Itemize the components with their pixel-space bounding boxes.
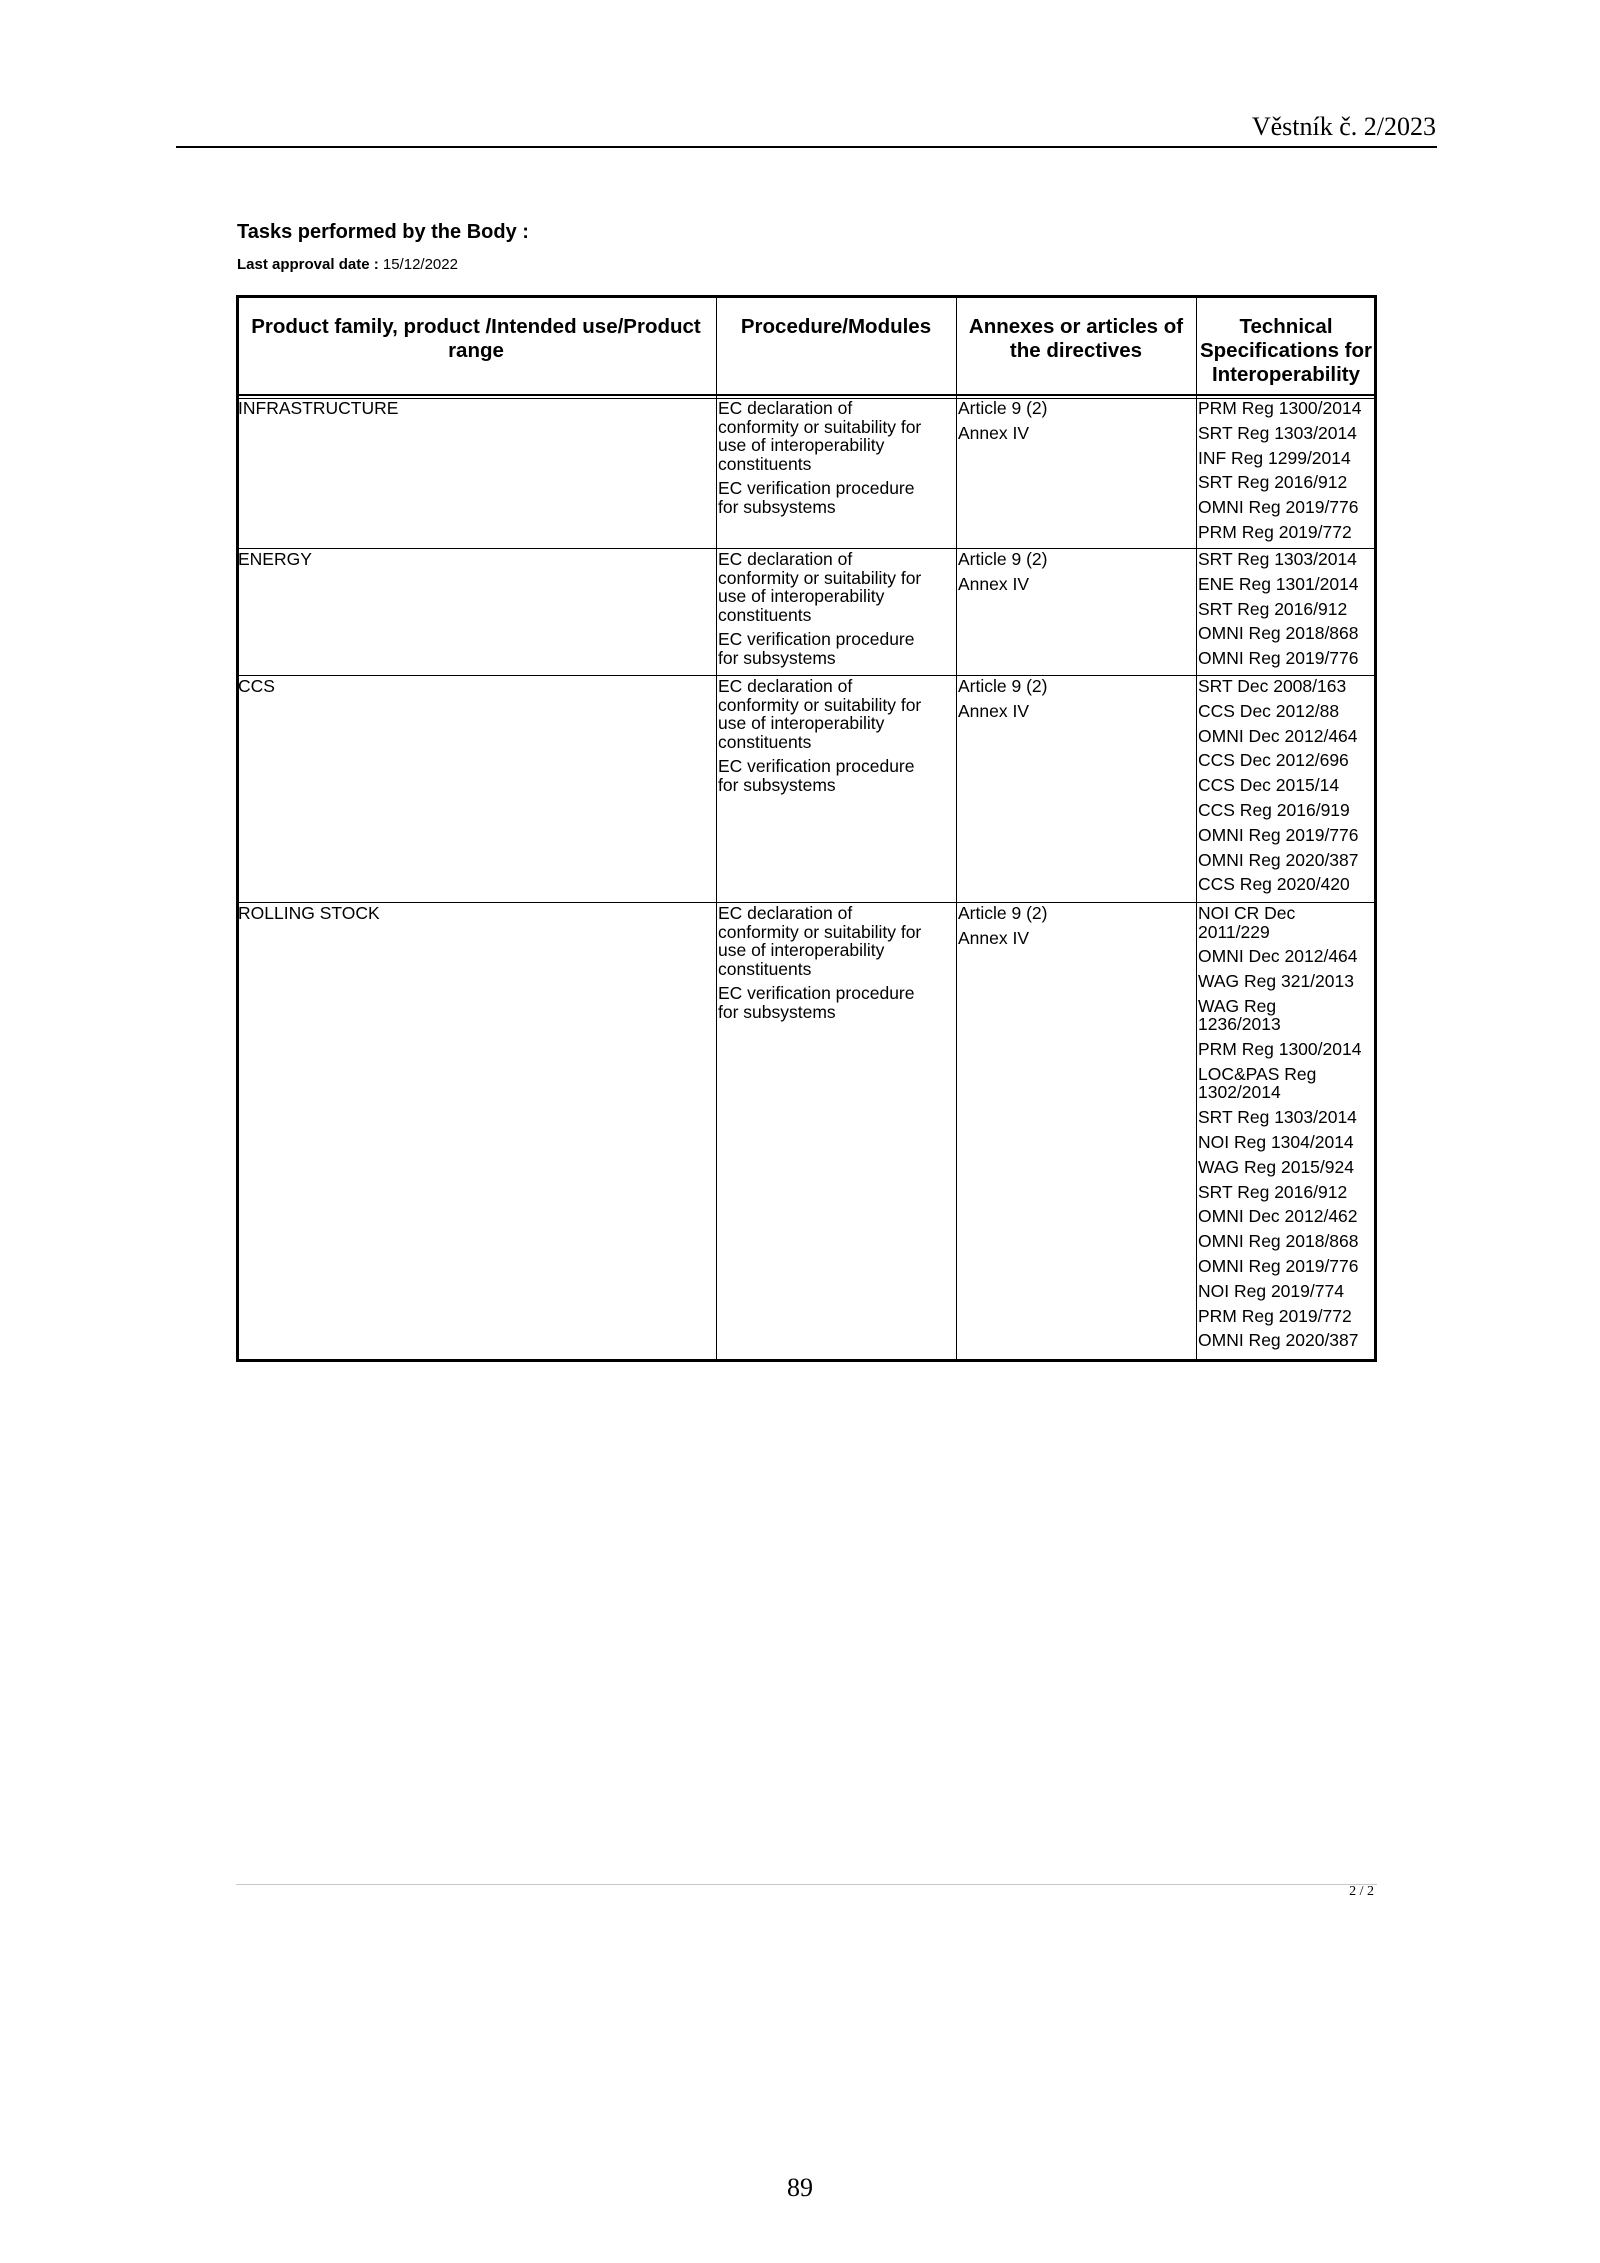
specification-line: WAG Reg	[1198, 995, 1277, 1016]
product-family-cell: ROLLING STOCK	[238, 903, 380, 923]
procedure-cell	[718, 677, 921, 800]
procedure-item	[718, 630, 921, 667]
header-divider	[176, 146, 1437, 148]
specifications-cell	[1198, 904, 1361, 1356]
column-divider	[1196, 295, 1197, 1362]
specification-item: OMNI Dec 2012/464	[1198, 946, 1358, 967]
column-header: Product family, product /Intended use/Product range	[251, 315, 701, 362]
footer-divider	[236, 1884, 1377, 1885]
procedure-line: use of interoperability	[718, 435, 885, 455]
procedure-item	[718, 550, 921, 624]
specification-line: 1302/2014	[1198, 1082, 1281, 1103]
annex-item: Article 9 (2)	[958, 398, 1048, 418]
annexes-cell	[958, 677, 1047, 726]
procedure-item	[718, 984, 921, 1021]
annex-item: Annex IV	[958, 422, 1030, 443]
procedure-line: EC declaration of	[718, 903, 853, 923]
approval-line	[237, 256, 458, 274]
specification-item: SRT Reg 1303/2014	[1198, 422, 1357, 443]
specification-item: OMNI Reg 2019/776	[1198, 1256, 1359, 1277]
procedure-line: EC verification procedure	[718, 629, 915, 649]
specification-item: PRM Reg 1300/2014	[1198, 398, 1362, 418]
annex-item: Annex IV	[958, 573, 1030, 594]
procedure-line: conformity or suitability for	[718, 567, 922, 588]
annex-item: Article 9 (2)	[958, 676, 1048, 696]
procedure-line: use of interoperability	[718, 586, 885, 606]
specification-line: NOI CR Dec	[1198, 903, 1296, 923]
specification-item: OMNI Dec 2012/464	[1198, 725, 1358, 746]
specification-line: 2011/229	[1198, 921, 1270, 942]
specification-item: SRT Reg 2016/912	[1198, 1181, 1348, 1202]
procedure-line: constituents	[718, 731, 812, 752]
procedure-item	[718, 757, 921, 794]
annex-item: Article 9 (2)	[958, 903, 1048, 923]
annexes-cell	[958, 550, 1047, 599]
procedure-line: EC verification procedure	[718, 756, 915, 776]
procedure-line: conformity or suitability for	[718, 694, 922, 715]
procedure-item	[718, 479, 921, 516]
specification-item: OMNI Reg 2018/868	[1198, 1231, 1359, 1252]
specification-item: OMNI Reg 2019/776	[1198, 648, 1359, 669]
annex-item: Annex IV	[958, 700, 1030, 721]
procedure-item	[718, 399, 921, 473]
procedure-line: use of interoperability	[718, 713, 885, 733]
column-header: Annexes or articles of the directives	[968, 315, 1184, 362]
procedure-cell	[718, 904, 921, 1027]
tasks-table	[236, 295, 1377, 1362]
procedure-line: conformity or suitability for	[718, 416, 922, 437]
specification-item: SRT Reg 2016/912	[1198, 598, 1348, 619]
specification-item: SRT Reg 1303/2014	[1198, 549, 1357, 569]
specification-item: PRM Reg 1300/2014	[1198, 1039, 1362, 1060]
procedure-line: constituents	[718, 604, 812, 625]
procedure-line: constituents	[718, 453, 812, 474]
procedure-cell	[718, 550, 921, 673]
procedure-line: EC declaration of	[718, 398, 853, 418]
specification-item: ENE Reg 1301/2014	[1198, 573, 1359, 594]
specification-item: OMNI Reg 2020/387	[1198, 849, 1359, 870]
specification-item: CCS Reg 2016/919	[1198, 799, 1350, 820]
page-of-indicator: 2 / 2	[1349, 1884, 1374, 1899]
product-family-cell: INFRASTRUCTURE	[238, 398, 399, 418]
specification-item: WAG Reg 321/2013	[1198, 971, 1354, 992]
procedure-line: constituents	[718, 958, 812, 979]
specifications-cell	[1198, 550, 1359, 674]
column-header: Procedure/Modules	[740, 315, 932, 338]
column-header: Technical Specifications for Interoperability	[1199, 315, 1372, 386]
column-divider	[716, 295, 717, 1362]
procedure-line: for subsystems	[718, 1001, 836, 1022]
procedure-line: use of interoperability	[718, 940, 885, 960]
specification-item: OMNI Dec 2012/462	[1198, 1206, 1358, 1227]
specifications-cell	[1198, 399, 1361, 548]
procedure-line: conformity or suitability for	[718, 921, 922, 942]
specification-item	[1198, 904, 1361, 941]
specification-item	[1198, 1065, 1361, 1102]
specification-item: OMNI Reg 2018/868	[1198, 623, 1359, 644]
procedure-line: EC declaration of	[718, 676, 853, 696]
procedure-line: for subsystems	[718, 774, 836, 795]
approval-label: Last approval date :	[237, 256, 379, 273]
procedure-item	[718, 904, 921, 978]
specification-item: CCS Dec 2015/14	[1198, 775, 1340, 796]
specification-line: LOC&PAS Reg	[1198, 1063, 1317, 1084]
specification-item: OMNI Reg 2019/776	[1198, 497, 1359, 518]
annex-item: Article 9 (2)	[958, 549, 1048, 569]
annex-item: Annex IV	[958, 927, 1030, 948]
column-divider	[956, 295, 957, 1362]
procedure-line: for subsystems	[718, 496, 836, 517]
annexes-cell	[958, 904, 1047, 953]
specification-item: SRT Reg 1303/2014	[1198, 1107, 1357, 1128]
page-number: 89	[787, 2173, 813, 2202]
specification-item: NOI Reg 1304/2014	[1198, 1132, 1354, 1153]
specification-item: SRT Reg 2016/912	[1198, 472, 1348, 493]
annexes-cell	[958, 399, 1047, 448]
procedure-item	[718, 677, 921, 751]
specification-item: CCS Dec 2012/696	[1198, 750, 1349, 771]
specification-item	[1198, 997, 1361, 1034]
procedure-cell	[718, 399, 921, 522]
procedure-line: EC verification procedure	[718, 983, 915, 1003]
specifications-cell	[1198, 677, 1359, 900]
procedure-line: EC declaration of	[718, 549, 853, 569]
specification-item: CCS Dec 2012/88	[1198, 700, 1340, 721]
specification-item: OMNI Reg 2019/776	[1198, 824, 1359, 845]
bulletin-title: Věstník č. 2/2023	[1251, 112, 1436, 141]
specification-item: CCS Reg 2020/420	[1198, 874, 1350, 895]
product-family-cell: ENERGY	[238, 549, 312, 569]
specification-item: PRM Reg 2019/772	[1198, 1305, 1352, 1326]
procedure-line: EC verification procedure	[718, 478, 915, 498]
specification-item: PRM Reg 2019/772	[1198, 521, 1352, 542]
specification-item: NOI Reg 2019/774	[1198, 1280, 1344, 1301]
specification-line: 1236/2013	[1198, 1014, 1281, 1035]
specification-item: OMNI Reg 2020/387	[1198, 1330, 1359, 1351]
specification-item: SRT Dec 2008/163	[1198, 676, 1347, 696]
specification-item: INF Reg 1299/2014	[1198, 447, 1351, 468]
specification-item: WAG Reg 2015/924	[1198, 1156, 1354, 1177]
section-title: Tasks performed by the Body :	[237, 221, 529, 243]
procedure-line: for subsystems	[718, 647, 836, 668]
approval-date: 15/12/2022	[382, 256, 458, 273]
product-family-cell: CCS	[238, 676, 275, 696]
